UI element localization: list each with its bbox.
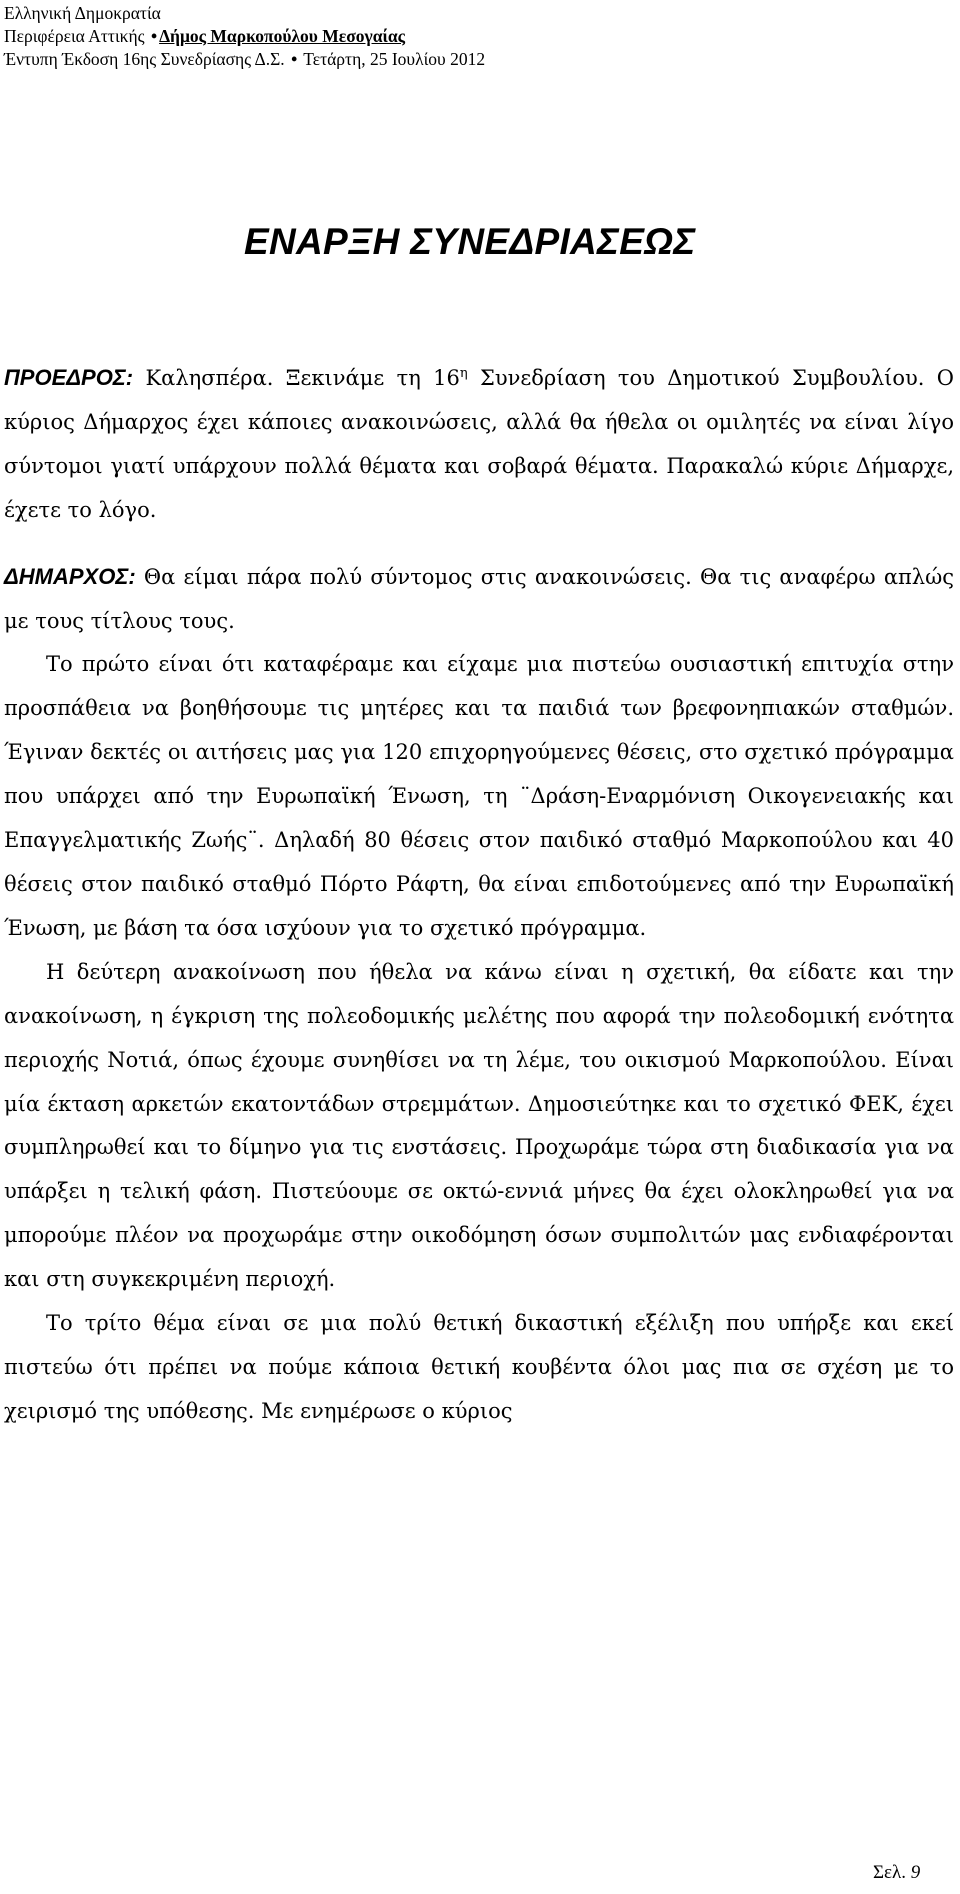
header-country: Ελληνική Δημοκρατία [4, 3, 161, 23]
paragraph-second-announcement: Η δεύτερη ανακοίνωση που ήθελα να κάνω είναι η σχετική, θα είδατε και την ανακοίνωση, η έγκριση της πολεοδομικής μελέτης που αφορά την πολεοδομική ενότητα περιοχής Νοτιά, όπως έχουμε συνηθίσει να τη λέμε, του οικισμού Μαρκοπούλου. Είναι μία έκταση αρκετών εκατοντάδων στρεμμάτων. Δημοσιεύτηκε και το σχετικό ΦΕΚ, έχει συμπληρωθεί και το δίμηνο για τις ενστάσεις. Προχωράμε τώρα στη διαδικασία για να υπάρξει η τελική φάση. Πιστεύουμε σε οκτώ-εννιά μήνες θα έχει ολοκληρωθεί για να μπορούμε πλέον να προχωράμε στην οικοδόμηση όσων συμπολιτών μας ενδιαφέρονται και στη συγκεκριμένη περιοχή. [4, 959, 954, 1292]
header-region-line [4, 25, 485, 48]
paragraph-text: Συνεδρίαση του Δημοτικού Συμβουλίου. Ο κύριος Δήμαρχος έχει κάποιες ανακοινώσεις, αλλά θα ήθελα οι ομιλητές να είναι λίγο σύντομοι γιατί υπάρχουν πολλά θέματα και σοβαρά θέματα. Παρακαλώ κύριε Δήμαρχε, έχετε το λόγο. [4, 366, 955, 522]
paragraph-mayor [4, 555, 954, 644]
page-number [873, 1862, 920, 1884]
speaker-label: ΔΗΜΑΡΧΟΣ: [4, 563, 136, 589]
paragraph-president [4, 356, 954, 533]
header-edition-line [4, 48, 485, 71]
header-edition: Έντυπη Έκδοση 16ης Συνεδρίασης Δ.Σ. [4, 49, 285, 69]
page-title: ΕΝΑΡΞΗ ΣΥΝΕΔΡΙΑΣΕΩΣ [244, 221, 696, 262]
header-municipality: Δήμος Μαρκοπούλου Μεσογαίας [159, 26, 406, 46]
header-date: Τετάρτη, 25 Ιουλίου 2012 [303, 49, 486, 69]
bullet-icon: • [291, 49, 298, 69]
page-label: Σελ. [873, 1862, 906, 1883]
paragraph-first-announcement: Το πρώτο είναι ότι καταφέραμε και είχαμε μια πιστεύω ουσιαστική επιτυχία στην προσπάθεια να βοηθήσουμε τις μητέρες και τα παιδιά των βρεφονηπιακών σταθμών. Έγιναν δεκτές οι αιτήσεις μας για 120 επιχορηγούμενες θέσεις, στο σχετικό πρόγραμμα που υπάρχει από την Ευρωπαϊκή Ένωση, τη ¨Δράση-Εναρμόνιση Οικογενειακής και Επαγγελματικής Ζωής¨. Δηλαδή 80 θέσεις στον παιδικό σταθμό Μαρκοπούλου και 40 θέσεις στον παιδικό σταθμό Πόρτο Ράφτη, θα είναι επιδοτούμενες από την Ευρωπαϊκή Ένωση, με βάση τα όσα ισχύουν για το σχετικό πρόγραμμα. [4, 652, 954, 940]
superscript: η [459, 366, 468, 381]
document-body [4, 356, 954, 1434]
paragraph-text: Καλησπέρα. Ξεκινάμε τη 16 [133, 366, 460, 390]
paragraph-third-announcement: Το τρίτο θέμα είναι σε μια πολύ θετική δικαστική εξέλιξη που υπήρξε και εκεί πιστεύω ότι πρέπει να πούμε κάποια θετική κουβέντα όλοι μας πια σε σχέση με το χειρισμό της υπόθεσης. Με ενημέρωσε ο κύριος [4, 1311, 954, 1423]
document-header [4, 2, 485, 71]
bullet-icon: • [150, 26, 158, 46]
paragraph-text: Θα είμαι πάρα πολύ σύντομος στις ανακοινώσεις. Θα τις αναφέρω απλώς με τους τίτλους τους. [4, 564, 954, 633]
header-region: Περιφέρεια Αττικής [4, 26, 145, 46]
page-number-value: 9 [910, 1862, 921, 1883]
speaker-label: ΠΡΟΕΔΡΟΣ: [4, 365, 134, 390]
